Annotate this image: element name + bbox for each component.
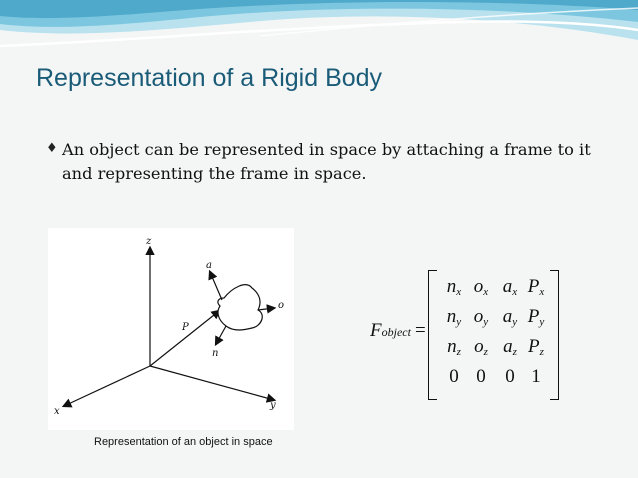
matrix-cell: $P_x$ xyxy=(527,276,545,298)
o-vector xyxy=(258,308,274,310)
equation-lhs xyxy=(370,320,426,342)
a-vector-label: a xyxy=(206,260,212,271)
matrix-cell: $a_y$ xyxy=(502,306,518,328)
matrix-cell: $o_z$ xyxy=(474,336,488,358)
matrix-cell: $n_x$ xyxy=(446,276,462,298)
p-vector-label: P xyxy=(182,322,189,333)
y-axis xyxy=(150,366,274,400)
y-axis-label: y xyxy=(270,400,276,411)
object-in-space-figure xyxy=(48,228,294,430)
z-axis-label: z xyxy=(146,236,152,247)
a-vector xyxy=(210,272,222,300)
right-bracket xyxy=(550,270,559,400)
x-axis-label: x xyxy=(54,406,60,417)
n-vector-label: n xyxy=(212,348,219,359)
matrix-cell: $P_z$ xyxy=(528,336,544,358)
equals-sign: = xyxy=(414,320,426,341)
rigid-object-shape xyxy=(218,285,262,330)
matrix-cell: 1 xyxy=(531,366,541,387)
left-bracket xyxy=(428,270,437,400)
figure-caption: Representation of an object in space xyxy=(94,436,273,448)
diamond-bullet-icon: ♦ xyxy=(46,141,58,156)
header-swoosh-decoration xyxy=(0,0,638,62)
matrix-cell: $o_y$ xyxy=(473,306,489,328)
bullet-point xyxy=(46,138,626,186)
o-vector-label: o xyxy=(278,300,285,311)
slide-title: Representation of a Rigid Body xyxy=(36,64,383,92)
bullet-text: An object can be represented in space by attaching a frame to it and representing the frame in space. xyxy=(62,140,591,183)
x-axis xyxy=(64,366,150,406)
n-vector xyxy=(216,326,226,344)
position-vector-p xyxy=(150,311,219,366)
matrix-cell: $a_z$ xyxy=(503,336,517,358)
frame-symbol: F xyxy=(370,320,382,341)
matrix-cell: $P_y$ xyxy=(527,306,545,328)
matrix-cell: $n_y$ xyxy=(446,306,462,328)
matrix-cell: $o_x$ xyxy=(473,276,489,298)
matrix-cell: 0 xyxy=(505,366,515,387)
matrix-cell: $a_x$ xyxy=(502,276,518,298)
matrix-cell: 0 xyxy=(476,366,486,387)
matrix-cell: $n_z$ xyxy=(447,336,461,358)
frame-subscript: object xyxy=(381,325,411,339)
matrix-cell: 0 xyxy=(449,366,459,387)
